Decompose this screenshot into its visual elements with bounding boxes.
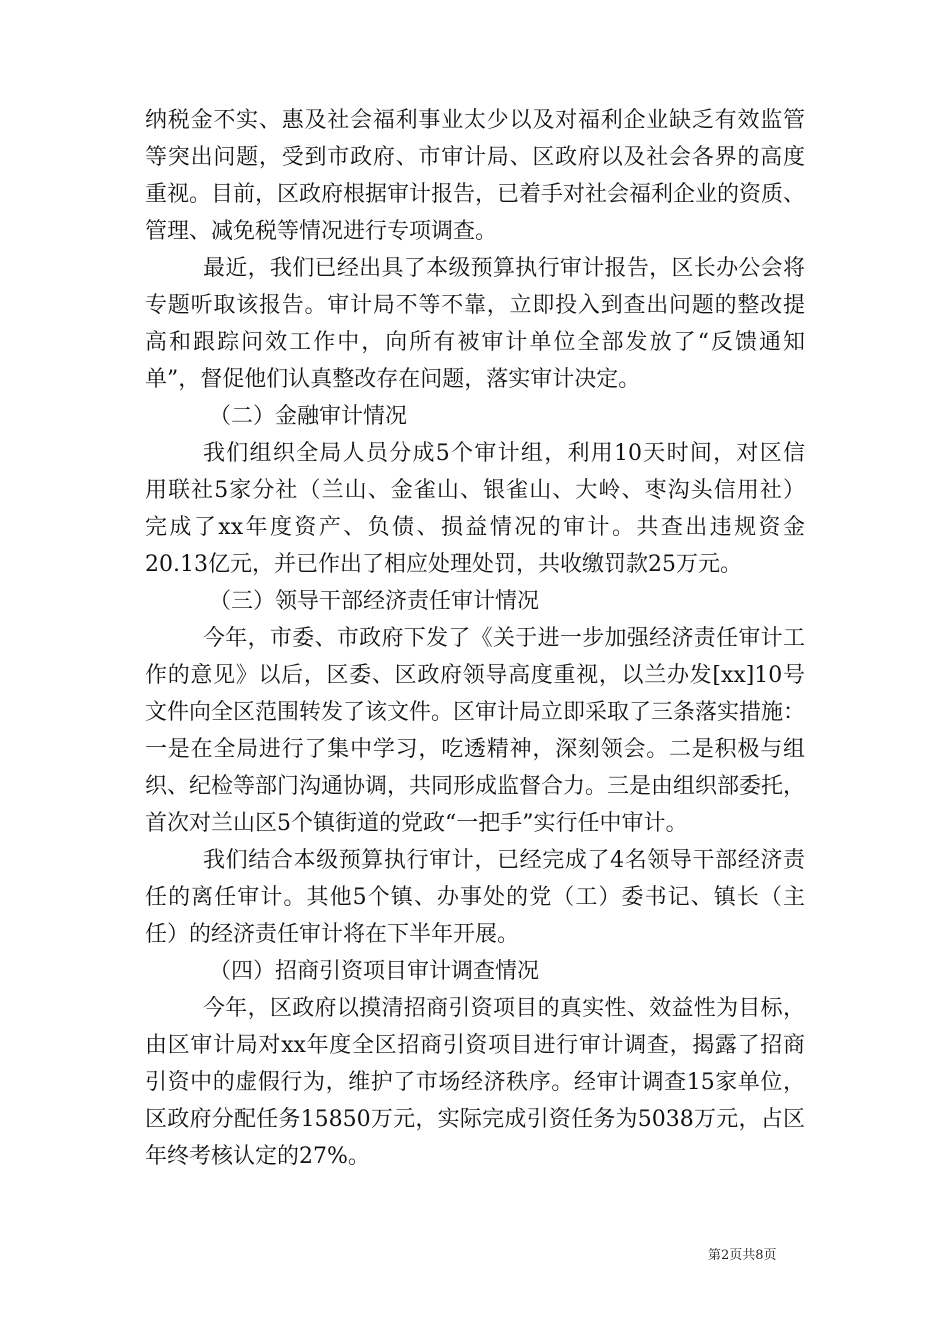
text-line: 区政府分配任务15850万元，实际完成引资任务为5038万元，占区 [145, 1107, 805, 1132]
text-line: 任的离任审计。其他5个镇、办事处的党（工）委书记、镇长（主 [145, 885, 805, 910]
text-line: 织、纪检等部门沟通协调，共同形成监督合力。三是由组织部委托， [145, 774, 806, 799]
heading-text: （四）招商引资项目审计调查情况 [209, 959, 540, 984]
text-line: 20.13亿元，并已作出了相应处理处罚，共收缴罚款25万元。 [145, 552, 742, 577]
section-heading [145, 953, 805, 990]
text-line: 引资中的虚假行为，维护了市场经济秩序。经审计调查15家单位， [145, 1070, 805, 1095]
paragraph [145, 842, 805, 953]
heading-text: （二）金融审计情况 [209, 404, 408, 429]
text-line: 我们结合本级预算执行审计，已经完成了4名领导干部经济责 [203, 848, 805, 873]
text-line: 纳税金不实、惠及社会福利事业太少以及对福利企业缺乏有效监管 [145, 108, 805, 133]
text-line: 完成了xx年度资产、负债、损益情况的审计。共查出违规资金 [145, 515, 805, 540]
text-line: 我们组织全局人员分成5个审计组，利用10天时间，对区信 [203, 441, 805, 466]
text-line: 任）的经济责任审计将在下半年开展。 [145, 922, 520, 947]
page-number: 第2页共8页 [708, 1248, 777, 1263]
section-heading [145, 583, 805, 620]
text-line: 今年，市委、市政府下发了《关于进一步加强经济责任审计工 [203, 626, 805, 651]
text-line: 作的意见》以后，区委、区政府领导高度重视，以兰办发[xx]10号 [145, 663, 805, 688]
text-line: 文件向全区范围转发了该文件。区审计局立即采取了三条落实措施： [145, 700, 806, 725]
text-line: 管理、减免税等情况进行专项调查。 [145, 219, 498, 244]
paragraph [145, 620, 805, 842]
paragraph [145, 435, 805, 583]
paragraph [145, 990, 805, 1175]
text-line: 单”，督促他们认真整改存在问题，落实审计决定。 [145, 367, 641, 392]
text-line: 今年，区政府以摸清招商引资项目的真实性、效益性为目标， [203, 996, 805, 1021]
text-line: 最近，我们已经出具了本级预算执行审计报告，区长办公会将 [203, 256, 805, 281]
text-line: 用联社5家分社（兰山、金雀山、银雀山、大岭、枣沟头信用社） [145, 478, 805, 503]
text-line: 等突出问题，受到市政府、市审计局、区政府以及社会各界的高度 [145, 145, 805, 170]
text-line: 由区审计局对xx年度全区招商引资项目进行审计调查，揭露了招商 [145, 1033, 805, 1058]
text-line: 重视。目前，区政府根据审计报告，已着手对社会福利企业的资质、 [145, 182, 806, 207]
text-line: 专题听取该报告。审计局不等不靠，立即投入到查出问题的整改提 [145, 293, 805, 318]
paragraph [145, 102, 805, 250]
section-heading [145, 398, 805, 435]
heading-text: （三）领导干部经济责任审计情况 [209, 589, 540, 614]
paragraph [145, 250, 805, 398]
text-line: 一是在全局进行了集中学习，吃透精神，深刻领会。二是积极与组 [145, 737, 805, 762]
text-line: 年终考核认定的27%。 [145, 1144, 370, 1169]
document-body [145, 102, 805, 1175]
text-line: 首次对兰山区5个镇街道的党政“一把手”实行任中审计。 [145, 811, 688, 836]
text-line: 高和跟踪问效工作中，向所有被审计单位全部发放了“反馈通知 [145, 330, 805, 355]
